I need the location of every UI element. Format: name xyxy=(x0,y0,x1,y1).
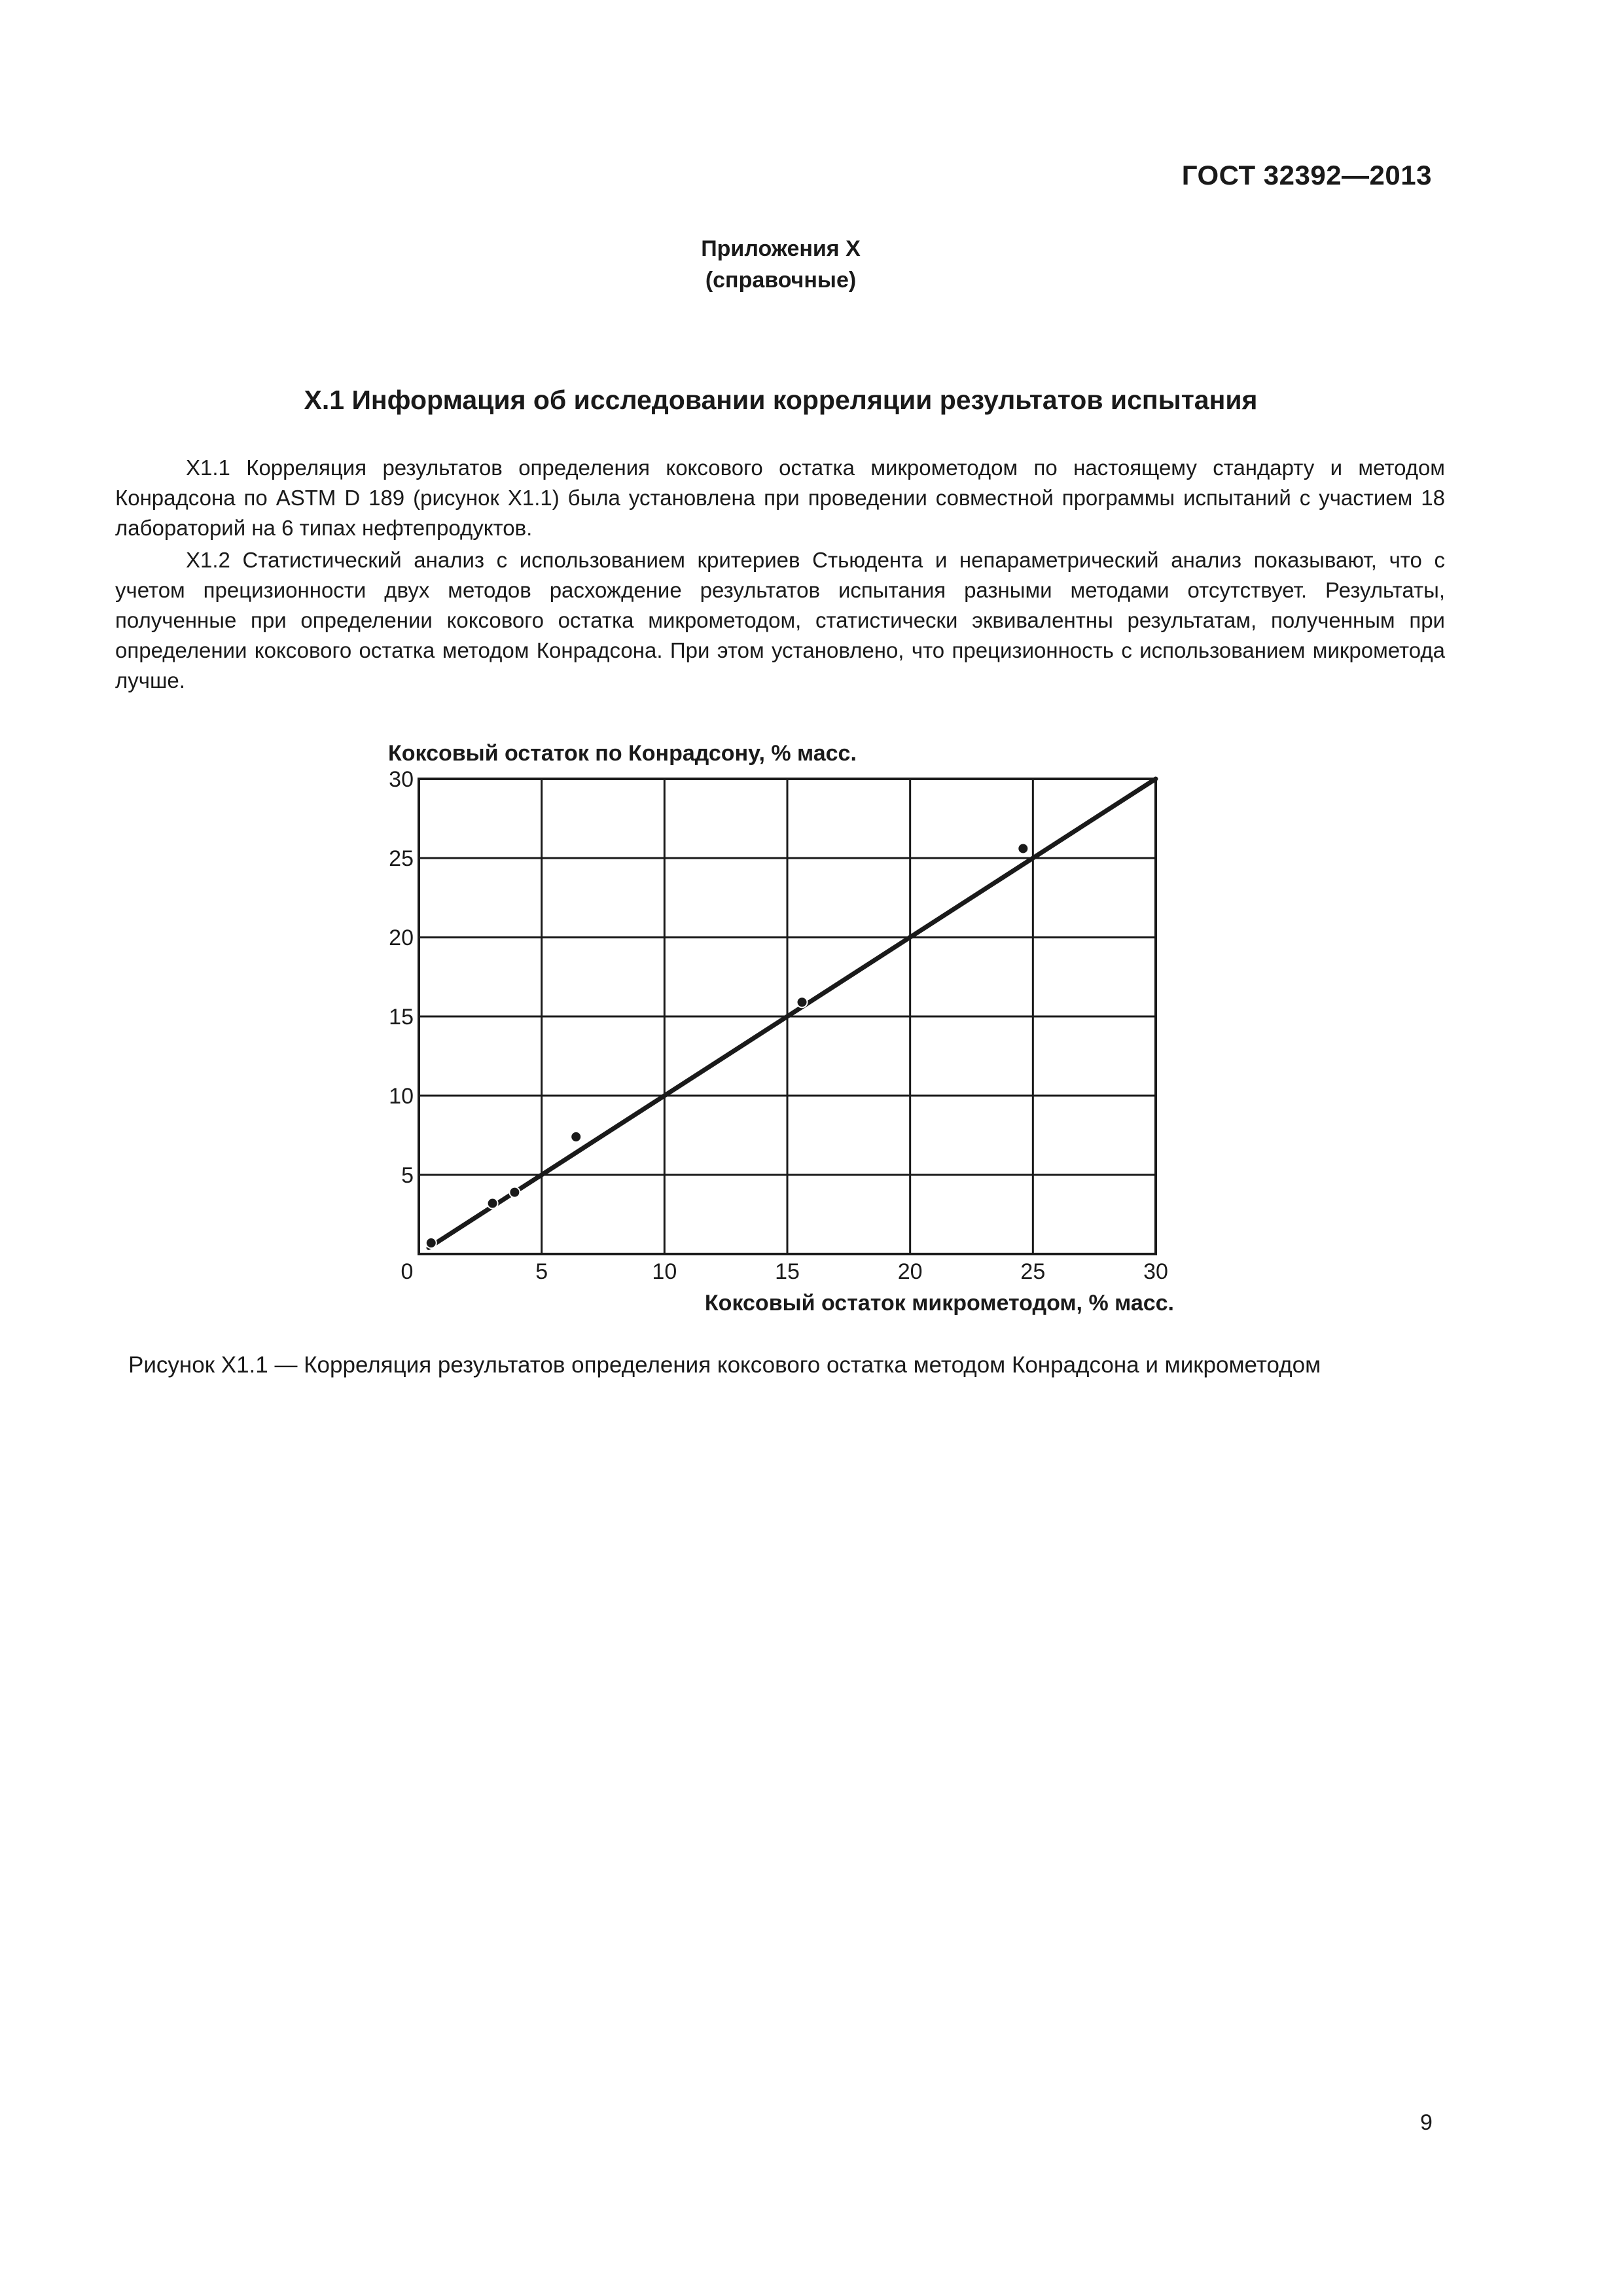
y-tick-label: 5 xyxy=(401,1163,414,1188)
paragraph-x1-2: Х1.2 Статистический анализ с использованием критериев Стьюдента и непараметрический анализ показывают, что с учетом прецизионности двух методов расхождение результатов испытания разными методами отсутствует. Результаты, полученные при определении коксового остатка микрометодом, статистически эквивалентны результатам, полученным при определении коксового остатка методом Конрадсона. При этом установлено, что прецизионность с использованием микрометода лучше. xyxy=(115,548,1445,692)
annex-heading xyxy=(0,233,1561,296)
y-tick-label: 15 xyxy=(389,1005,414,1030)
paragraph-x1-1: Х1.1 Корреляция результатов определения коксового остатка микрометодом по настоящему стандарту и методом Конрадсона по ASTM D 189 (рисунок Х1.1) была установлена при проведении совместной программы испытаний с участием 18 лабораторий на 6 типах нефтепродуктов. xyxy=(115,456,1445,540)
section-title: Х.1 Информация об исследовании корреляции результатов испытания xyxy=(304,385,1258,415)
x-tick-label: 25 xyxy=(1020,1259,1046,1284)
annex-subtitle: (справочные) xyxy=(705,268,857,293)
x-axis-label: Коксовый остаток микрометодом, % масс. xyxy=(704,1291,1174,1316)
x-tick-label: 30 xyxy=(1143,1259,1168,1284)
correlation-chart xyxy=(366,733,1191,1322)
body-text xyxy=(115,453,1445,698)
x-tick-label: 10 xyxy=(652,1259,677,1284)
x-tick-label: 5 xyxy=(535,1259,548,1284)
y-tick-label: 25 xyxy=(389,846,414,871)
y-tick-label: 20 xyxy=(389,925,414,950)
y-tick-label: 10 xyxy=(389,1084,414,1109)
y-axis-label: Коксовый остаток по Конрадсону, % масс. xyxy=(388,741,857,766)
data-point xyxy=(1018,843,1028,853)
data-point xyxy=(426,1238,437,1248)
y-tick-label: 30 xyxy=(389,767,414,792)
data-point xyxy=(571,1132,581,1142)
chart-svg xyxy=(366,733,1191,1322)
x-tick-label: 15 xyxy=(775,1259,800,1284)
data-point xyxy=(488,1198,498,1209)
data-point xyxy=(797,997,808,1007)
annex-title: Приложения Х xyxy=(701,236,861,261)
x-tick-label: 0 xyxy=(401,1259,414,1284)
page-number: 9 xyxy=(1420,2110,1433,2135)
document-id: ГОСТ 32392—2013 xyxy=(1181,160,1432,190)
x-tick-label: 20 xyxy=(897,1259,923,1284)
data-point xyxy=(509,1187,520,1198)
regression-line xyxy=(429,779,1156,1247)
figure-caption: Рисунок Х1.1 — Корреляция результатов определения коксового остатка методом Конрадсона и микрометодом xyxy=(128,1352,1321,1378)
